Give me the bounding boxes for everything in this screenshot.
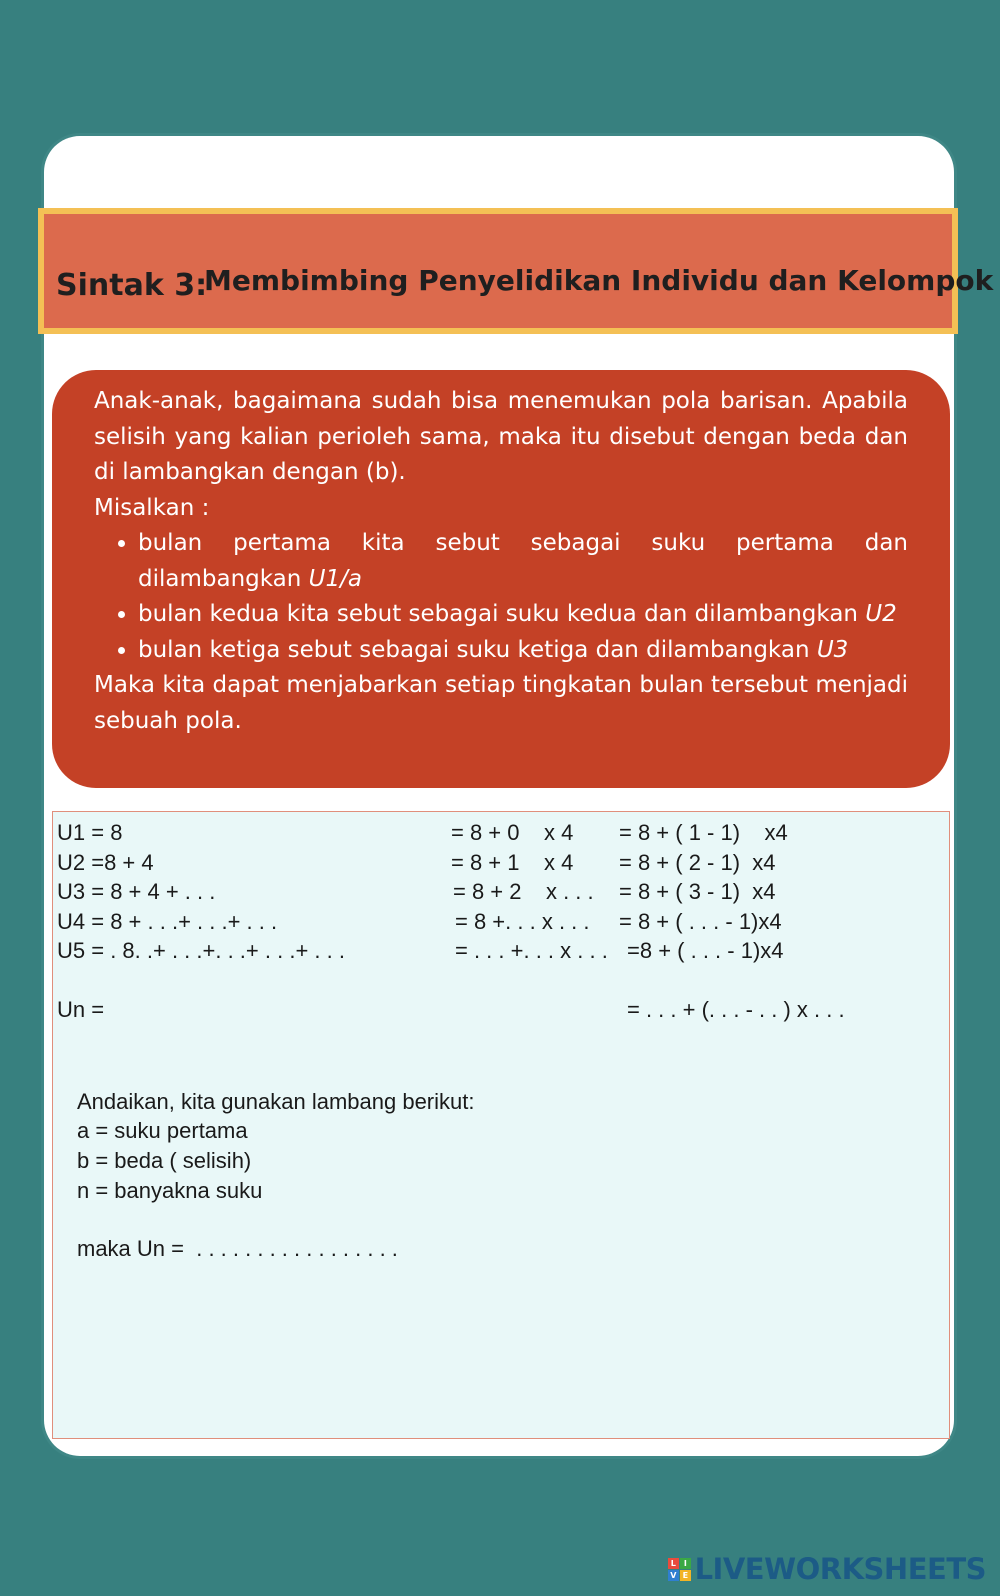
symbol-b: b = beda ( selisih): [77, 1148, 252, 1173]
row-left: U2 =8 + 4: [57, 850, 154, 875]
symbol-a: a = suku pertama: [77, 1118, 248, 1143]
un-label: Un =: [57, 997, 105, 1022]
bullet-symbol: U1/a: [308, 565, 362, 592]
bullet-text: bulan kedua kita sebut sebagai suku kedua dan dilambangkan: [138, 601, 866, 627]
intro-closing: Maka kita dapat menjabarkan setiap tingkatan bulan tersebut menjadi sebuah pola.: [94, 672, 908, 734]
row-mid: = 8 + 2 x . . .: [453, 879, 594, 904]
row-left: U5 = . 8. .+ . . .+. . .+ . . .+ . . .: [57, 938, 345, 963]
row-mid: = 8 +. . . x . . .: [455, 909, 590, 934]
logo-letter: L: [668, 1558, 679, 1569]
intro-paragraph: Anak-anak, bagaimana sudah bisa menemukan pola barisan. Apabila selisih yang kalian perioleh sama, maka itu disebut dengan beda dan di lambangkan dengan (b).: [94, 388, 908, 485]
logo-letter: V: [668, 1570, 679, 1581]
liveworksheets-logo-icon: [668, 1558, 691, 1581]
sintak-label: Sintak 3:: [56, 268, 208, 303]
row-right: = 8 + ( 2 - 1) x4: [619, 850, 776, 875]
symbol-n: n = banyakna suku: [77, 1178, 263, 1203]
row-left: U3 = 8 + 4 + . . .: [57, 879, 216, 904]
row-mid: = . . . +. . . x . . .: [455, 938, 608, 963]
bullet-text: bulan ketiga sebut sebagai suku ketiga dan dilambangkan: [138, 636, 817, 663]
bullet-text: bulan pertama kita sebut sebagai suku pertama dan dilambangkan: [138, 530, 908, 592]
pattern-worksheet: [52, 811, 950, 1439]
symbols-intro: Andaikan, kita gunakan lambang berikut:: [77, 1089, 475, 1114]
sintak-banner: [38, 208, 994, 334]
liveworksheets-watermark: [668, 1552, 986, 1586]
un-expression: = . . . + (. . . - . . ) x . . .: [627, 997, 845, 1022]
row-right: = 8 + ( 1 - 1) x4: [619, 820, 788, 845]
row-left: U1 = 8: [57, 820, 123, 845]
watermark-text: LIVEWORKSHEETS: [694, 1552, 986, 1586]
list-item: [138, 597, 908, 633]
un-result: maka Un = . . . . . . . . . . . . . . . . .: [77, 1236, 398, 1261]
intro-list: [94, 526, 908, 668]
intro-lead: Misalkan :: [94, 494, 210, 521]
bullet-symbol: U3: [816, 636, 849, 663]
row-left: U4 = 8 + . . .+ . . .+ . . .: [57, 909, 278, 934]
intro-box: [52, 370, 950, 788]
row-right: = 8 + ( . . . - 1)x4: [619, 909, 782, 934]
bullet-symbol: U2: [865, 601, 897, 627]
row-mid: = 8 + 0 x 4: [451, 820, 574, 845]
row-right: = 8 + ( 3 - 1) x4: [619, 879, 776, 904]
row-mid: = 8 + 1 x 4: [451, 850, 574, 875]
list-item: [138, 526, 908, 597]
row-right: =8 + ( . . . - 1)x4: [627, 938, 784, 963]
logo-letter: E: [680, 1570, 691, 1581]
sintak-title: Membimbing Penyelidikan Individu dan Kelompok: [204, 264, 994, 297]
logo-letter: I: [680, 1558, 691, 1569]
list-item: [138, 633, 908, 669]
